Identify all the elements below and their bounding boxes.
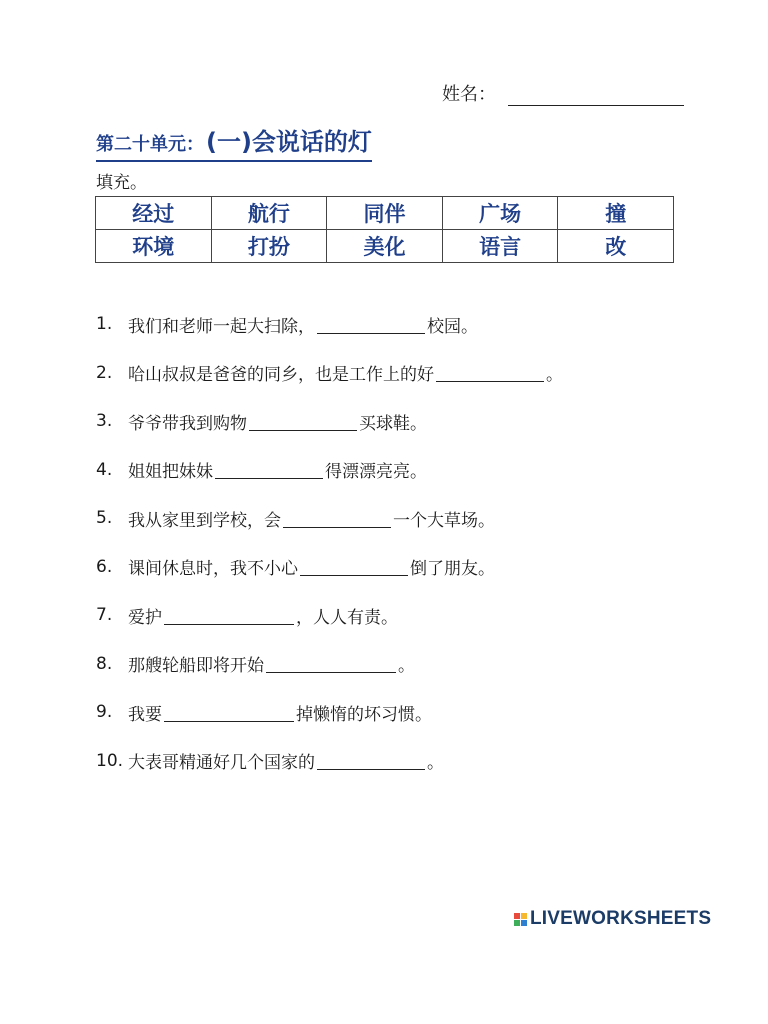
word-bank-row [96,230,674,263]
question-text-after: 一个大草场。 [393,510,495,531]
answer-blank[interactable] [283,509,391,528]
question-item [96,591,563,640]
name-field [442,80,684,106]
answer-blank[interactable] [266,654,396,673]
question-number: 9. [96,702,113,723]
word-bank-cell: 环境 [96,230,212,263]
page-title [96,122,372,162]
logo-square [514,920,520,926]
question-number: 10. [96,750,124,771]
liveworksheets-logo-icon [514,913,527,926]
liveworksheets-logo [514,908,711,930]
question-text-after: 倒了朋友。 [410,559,495,580]
question-text-before: 我们和老师一起大扫除， [128,316,315,337]
question-item [96,640,563,689]
question-item [96,688,563,737]
question-text-after: ，人人有责。 [296,607,398,628]
question-item [96,737,563,786]
logo-text: LIVEWORKSHEETS [530,908,712,929]
question-number: 6. [96,556,113,577]
logo-square [514,913,520,919]
question-text-after: 掉懒惰的坏习惯。 [296,704,432,725]
word-bank-cell: 广场 [442,197,558,230]
question-number: 7. [96,605,113,626]
answer-blank[interactable] [215,460,323,479]
word-bank-cell: 撞 [558,197,674,230]
question-item [96,397,563,446]
word-bank-cell: 打扮 [211,230,327,263]
question-number: 8. [96,653,113,674]
question-text-after: 。 [546,365,563,386]
answer-blank[interactable] [317,315,425,334]
question-text-before: 哈山叔叔是爸爸的同乡，也是工作上的好 [128,365,434,386]
question-text-after: 。 [398,656,415,677]
question-text-before: 爷爷带我到购物 [128,413,247,434]
question-item [96,494,563,543]
question-text-before: 我从家里到学校，会 [128,510,281,531]
question-number: 3. [96,411,113,432]
answer-blank[interactable] [436,363,544,382]
word-bank-cell: 经过 [96,197,212,230]
question-number: 1. [96,314,113,335]
question-text-before: 大表哥精通好几个国家的 [128,753,315,774]
word-bank-row [96,197,674,230]
logo-square [521,913,527,919]
lesson-title: (一)会说话的灯 [206,128,372,156]
question-number: 2. [96,362,113,383]
question-item [96,349,563,398]
question-text-before: 姐姐把妹妹 [128,462,213,483]
question-text-before: 我要 [128,704,162,725]
question-text-before: 课间休息时，我不小心 [128,559,298,580]
answer-blank[interactable] [249,412,357,431]
question-item [96,446,563,495]
question-item [96,300,563,349]
answer-blank[interactable] [300,557,408,576]
word-bank-cell: 改 [558,230,674,263]
answer-blank[interactable] [317,751,425,770]
question-text-after: 。 [427,753,444,774]
name-label: 姓名： [442,84,496,105]
word-bank-cell: 语言 [442,230,558,263]
question-text-after: 买球鞋。 [359,413,427,434]
word-bank-table [95,196,674,263]
question-text-before: 那艘轮船即将开始 [128,656,264,677]
question-item [96,543,563,592]
question-text-after: 校园。 [427,316,478,337]
question-number: 4. [96,459,113,480]
answer-blank[interactable] [164,703,294,722]
question-text-after: 得漂漂亮亮。 [325,462,427,483]
unit-label: 第二十单元： [96,134,204,155]
instruction-text: 填充。 [96,173,147,193]
word-bank-cell: 美化 [327,230,443,263]
logo-square [521,920,527,926]
question-text-before: 爱护 [128,607,162,628]
word-bank-cell: 同伴 [327,197,443,230]
name-input-line[interactable] [508,85,684,106]
question-list [96,300,563,785]
answer-blank[interactable] [164,606,294,625]
question-number: 5. [96,508,113,529]
word-bank-cell: 航行 [211,197,327,230]
